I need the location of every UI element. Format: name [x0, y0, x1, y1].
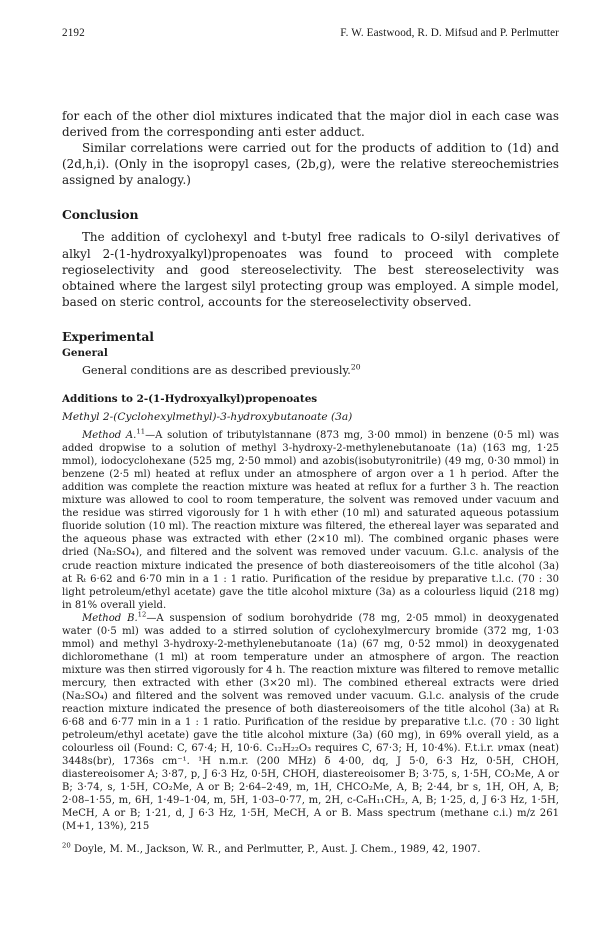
- conclusion-paragraph: The addition of cyclohexyl and t-butyl free radicals to O-silyl derivatives of alkyl 2-(1-hydroxyalkyl)propenoates was found to proceed with complete regioselectivity and good stereoselectivity. The best stereoselectivity was obtained where the largest silyl protecting group was employed. A simple model, based on steric control, accounts for the stereoselectivity observed.: [62, 230, 559, 309]
- method-b-text: —A suspension of sodium borohydride (78 mg, 2·05 mmol) in deoxygenated water (0·5 ml) was added to a stirred solution of cyclohexylmercury bromide (372 mg, 1·03 mmol) and methyl 3-hydroxy-2-methylenebutanoate (1a) (67 mg, 0·52 mmol) in deoxygenated dichloromethane (1 ml) at room temperature under an atmosphere of argon. The reaction mixture was then stirred vigorously for 4 h. The reaction mixture was filtered to remove metallic mercury, then extracted with ether (3×20 ml). The combined ethereal extracts were dried (Na₂SO₄) and filtered and the solvent was removed under vacuum. G.l.c. analysis of the crude reaction mixture indicated the presence of both diastereoisomers of the title alcohol (3a) at Rₜ 6·68 and 6·77 min in a 1 : 1 ratio. Purification of the residue by preparative t.l.c. (70 : 30 light petroleum/ethyl acetate) gave the title alcohol mixture (3a) (60 mg), in 69% overall yield, as a colourless oil (Found: C, 67·4; H, 10·6. C₁₂H₂₂O₃ requires C, 67·3; H, 10·4%). F.t.i.r. νmax (neat) 3448s(br), 1736s cm⁻¹. ¹H n.m.r. (200 MHz) δ 4·00, dq, J 5·0, 6·3 Hz, 0·5H, CHOH, diastereoisomer A; 3·87, p, J 6·3 Hz, 0·5H, CHOH, diastereoisomer B; 3·75, s, 1·5H, CO₂Me, A or B; 3·74, s, 1·5H, CO₂Me, A or B; 2·64–2·49, m, 1H, CHCO₂Me, A, B; 2·44, br s, 1H, OH, A, B; 2·08–1·55, m, 6H, 1·49–1·04, m, 5H, 1·03–0·77, m, 2H, c-C₆H₁₁CH₂, A, B; 1·25, d, J 6·3 Hz, 1·5H, MeCH, A or B; 1·21, d, J 6·3 Hz, 1·5H, MeCH, A or B. Mass spectrum (methane c.i.) m/z 261 (M+1, 13%), 215: [62, 612, 559, 833]
- intro-paragraph-2: Similar correlations were carried out for the products of addition to (1d) and (2d,h,i). (Only in the isopropyl cases, (2b,g), were the relative stereochemistries assigned by analogy.): [62, 141, 559, 188]
- method-a-text: —A solution of tributylstannane (873 mg, 3·00 mmol) in benzene (0·5 ml) was added dropwise to a solution of methyl 3-hydroxy-2-methylenebutanoate (1a) (163 mg, 1·25 mmol), iodocyclohexane (525 mg, 2·50 mmol) and azobis(isobutyronitrile) (49 mg, 0·30 mmol) in benzene (2·5 ml) heated at reflux under an atmosphere of argon over a 1 h period. After the addition was complete the reaction mixture was heated at reflux for a further 3 h. The reaction mixture was allowed to cool to room temperature, the solvent was removed under vacuum and the residue was stirred vigorously for 1 h with ether (10 ml) and saturated aqueous potassium fluoride solution (10 ml). The reaction mixture was filtered, the ethereal layer was separated and the aqueous phase was extracted with ether (2×10 ml). The combined organic phases were dried (Na₂SO₄), and filtered and the solvent was removed under vacuum. G.l.c. analysis of the crude reaction mixture indicated the presence of both diastereoisomers of the title alcohol (3a) at Rₜ 6·62 and 6·70 min in a 1 : 1 ratio. Purification of the residue by preparative t.l.c. (70 : 30 light petroleum/ethyl acetate) gave the title alcohol mixture (3a) as a colourless liquid (218 mg) in 81% overall yield.: [62, 430, 559, 611]
- footnote: [62, 843, 559, 856]
- running-header: [62, 27, 559, 39]
- general-heading: General: [62, 346, 108, 359]
- page-number: 2192: [62, 27, 85, 39]
- methods-text: [62, 429, 559, 833]
- footnote-number: 20: [62, 842, 71, 851]
- general-text-block: [62, 363, 559, 379]
- method-b-label: Method B.: [82, 612, 138, 624]
- running-head-authors: F. W. Eastwood, R. D. Mifsud and P. Perlmutter: [340, 27, 559, 39]
- general-text: General conditions are as described previously.: [82, 363, 351, 377]
- conclusion-text-block: [62, 229, 559, 309]
- method-b-reference: 12: [137, 610, 147, 619]
- method-a-paragraph: [62, 429, 559, 612]
- conclusion-heading: Conclusion: [62, 207, 139, 223]
- method-a-label: Method A.: [82, 430, 137, 442]
- general-paragraph: [62, 363, 559, 379]
- intro-text: [62, 108, 559, 188]
- intro-paragraph-1: for each of the other diol mixtures indicated that the major diol in each case was derived from the corresponding anti ester adduct.: [62, 109, 559, 140]
- method-a-reference: 11: [136, 427, 146, 436]
- method-b-paragraph: [62, 612, 559, 834]
- compound-title: Methyl 2-(Cyclohexylmethyl)-3-hydroxybutanoate (3a): [62, 411, 353, 424]
- experimental-heading: Experimental: [62, 328, 154, 344]
- general-reference: 20: [350, 362, 361, 372]
- additions-heading: Additions to 2-(1-Hydroxyalkyl)propenoates: [62, 393, 318, 406]
- footnote-text: Doyle, M. M., Jackson, W. R., and Perlmutter, P., Aust. J. Chem., 1989, 42, 1907.: [73, 844, 481, 856]
